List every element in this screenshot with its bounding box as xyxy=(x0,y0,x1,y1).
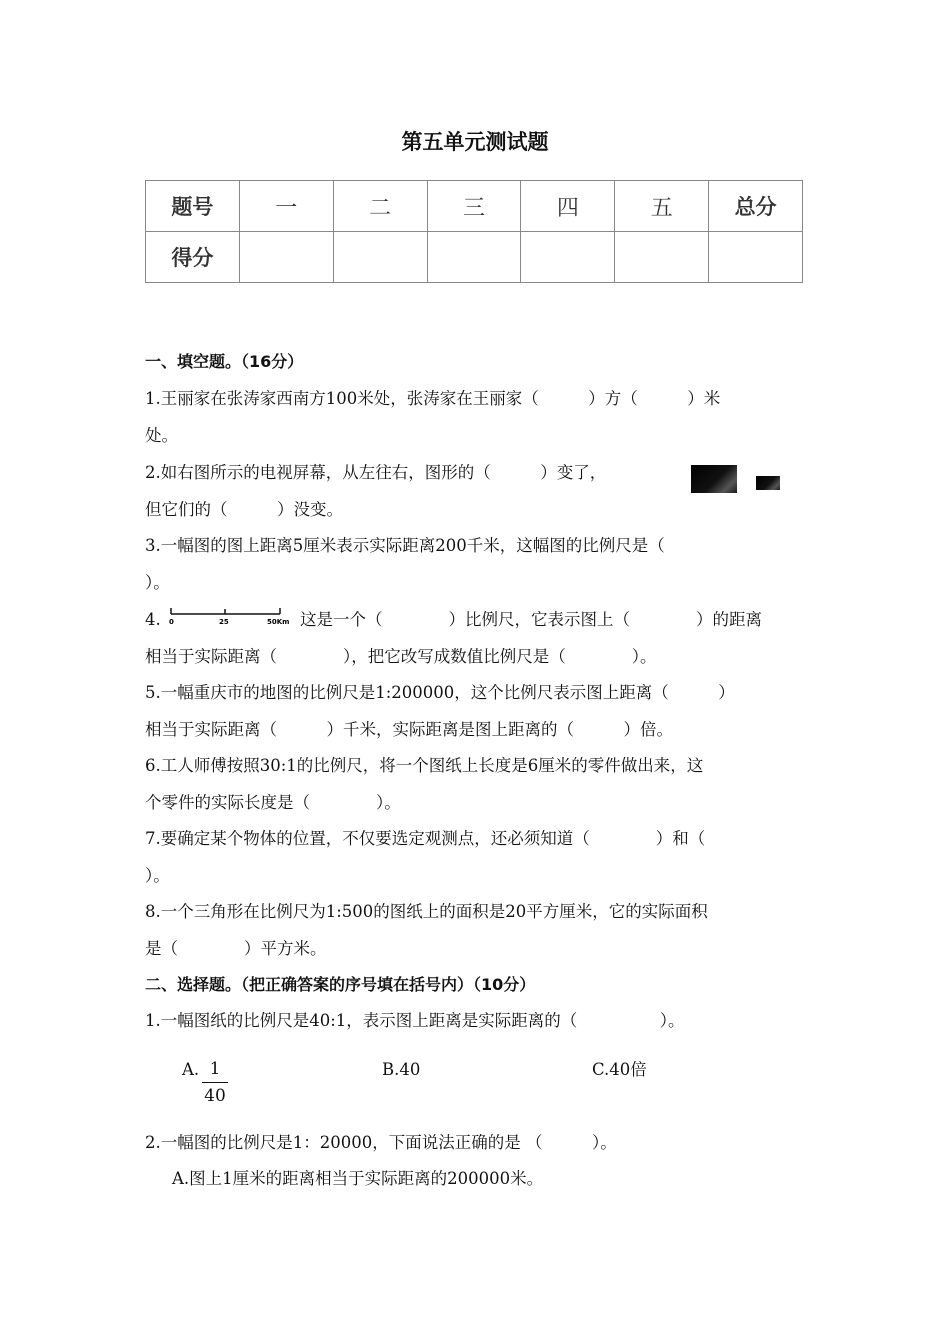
score-header-cell: 二 xyxy=(333,181,427,232)
question-line: 2.如右图所示的电视屏幕，从左往右，图形的（ ）变了， xyxy=(145,463,607,482)
section1-heading: 一、填空题。（16分） xyxy=(145,352,304,371)
score-blank-cell[interactable] xyxy=(709,232,803,283)
score-header-cell: 一 xyxy=(239,181,333,232)
score-blank-cell[interactable] xyxy=(427,232,521,283)
question-line: 处。 xyxy=(145,426,178,445)
score-header-cell: 五 xyxy=(615,181,709,232)
question-line: 个零件的实际长度是（ ）。 xyxy=(145,793,401,812)
large-tv-screen-image xyxy=(691,465,737,493)
score-header-cell: 题号 xyxy=(146,181,240,232)
question-number: 4. xyxy=(145,610,161,629)
question-line: ）。 xyxy=(145,573,170,592)
scale-bar-label: 0 xyxy=(169,618,174,626)
question-line: 5.一幅重庆市的地图的比例尺是1:200000，这个比例尺表示图上距离（ ） xyxy=(145,683,735,702)
question-line: 但它们的（ ）没变。 xyxy=(145,500,343,519)
question-line: 是（ ）平方米。 xyxy=(145,939,327,958)
small-tv-screen-image xyxy=(756,476,780,490)
question-line: 8.一个三角形在比例尺为1:500的图纸上的面积是20平方厘米，它的实际面积 xyxy=(145,902,708,921)
question-line: 2.一幅图的比例尺是1：20000，下面说法正确的是 （ ）。 xyxy=(145,1133,617,1152)
score-blank-cell[interactable] xyxy=(521,232,615,283)
score-blank-cell[interactable] xyxy=(333,232,427,283)
option-c: C.40倍 xyxy=(592,1060,647,1079)
fraction-numerator: 1 xyxy=(202,1058,228,1083)
question-line: 7.要确定某个物体的位置，不仅要选定观测点，还必须知道（ ）和（ xyxy=(145,829,706,848)
section2-heading: 二、选择题。（把正确答案的序号填在括号内）（10分） xyxy=(145,975,536,994)
score-blank-cell[interactable] xyxy=(615,232,709,283)
question-line: 相当于实际距离（ ），把它改写成数值比例尺是（ ）。 xyxy=(145,647,657,666)
question-line: 相当于实际距离（ ）千米，实际距离是图上距离的（ ）倍。 xyxy=(145,720,673,739)
page-title: 第五单元测试题 xyxy=(401,130,549,154)
question-line: 1.王丽家在张涛家西南方100米处，张涛家在王丽家（ ）方（ ）米 xyxy=(145,389,721,408)
option-b: B.40 xyxy=(382,1060,421,1079)
question-line: 这是一个（ ）比例尺，它表示图上（ ）的距离 xyxy=(300,610,762,629)
score-header-cell: 四 xyxy=(521,181,615,232)
question-line: 3.一幅图的图上距离5厘米表示实际距离200千米，这幅图的比例尺是（ xyxy=(145,536,665,555)
score-row-label: 得分 xyxy=(146,232,240,283)
score-table-header-row xyxy=(146,181,803,232)
scale-bar-label: 25 xyxy=(219,618,229,626)
question-line: 1.一幅图纸的比例尺是40:1，表示图上距离是实际距离的（ ）。 xyxy=(145,1011,685,1030)
score-header-cell: 总分 xyxy=(709,181,803,232)
option-a: A.图上1厘米的距离相当于实际距离的200000米。 xyxy=(172,1169,544,1188)
option-a-label: A. xyxy=(182,1060,200,1079)
score-table xyxy=(145,180,803,283)
score-header-cell: 三 xyxy=(427,181,521,232)
question-line: 6.工人师傅按照30:1的比例尺，将一个图纸上长度是6厘米的零件做出来，这 xyxy=(145,756,704,775)
option-a-fraction xyxy=(202,1058,228,1107)
score-blank-cell[interactable] xyxy=(239,232,333,283)
fraction-denominator: 40 xyxy=(204,1086,226,1106)
scale-bar-label: 50Km xyxy=(267,618,290,626)
question-line: ）。 xyxy=(145,866,170,885)
scale-bar-figure xyxy=(168,606,298,628)
score-table-score-row xyxy=(146,232,803,283)
